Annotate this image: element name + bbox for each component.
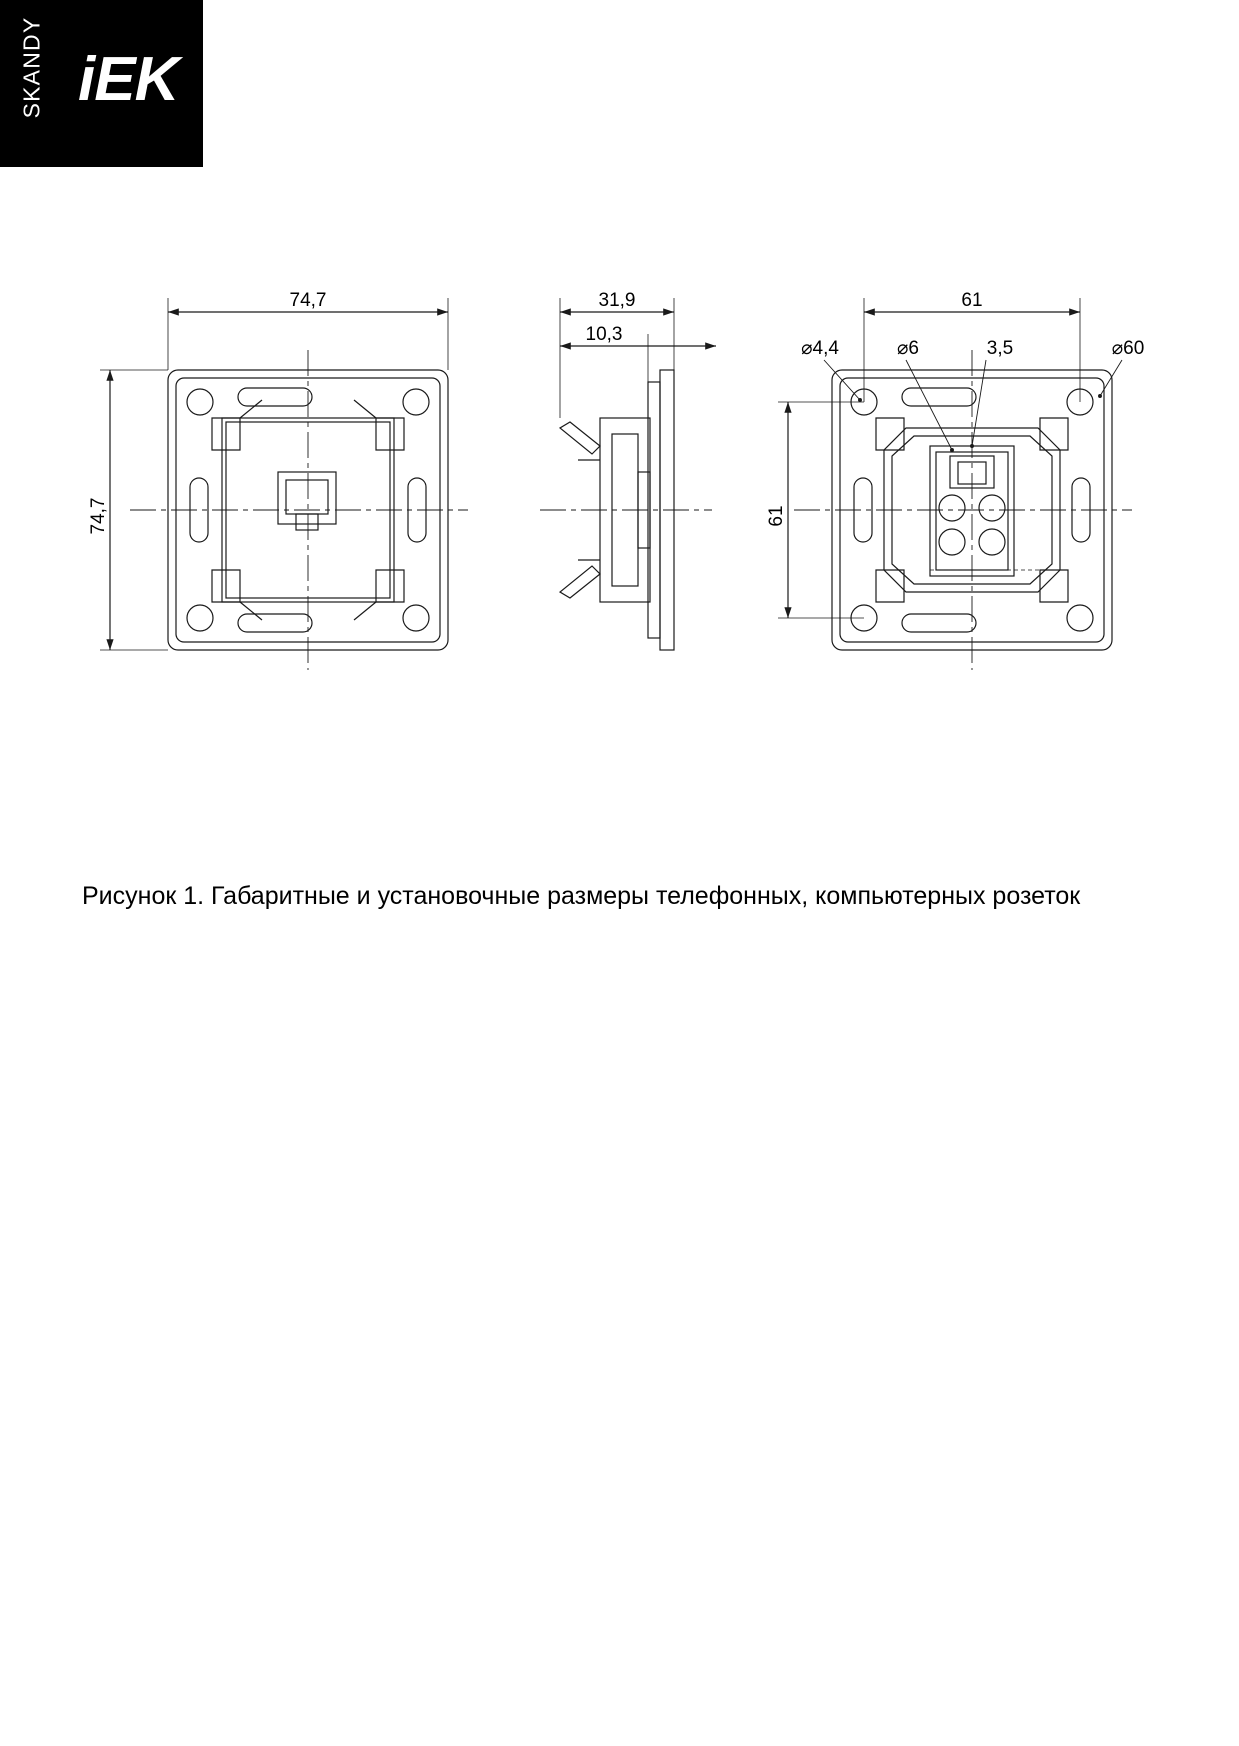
dim-side-depth-front: 10,3: [585, 324, 623, 345]
figure-caption: Рисунок 1. Габаритные и установочные размеры телефонных, компьютерных розеток: [82, 882, 1081, 910]
front-view: [100, 298, 468, 670]
dim-front-width: 74,7: [289, 290, 327, 311]
dim-thickness-35: 3,5: [986, 338, 1014, 359]
drawing-canvas: [0, 250, 1239, 670]
dim-rear-height: 61: [766, 505, 787, 527]
brand-series-label: SKANDY: [18, 16, 45, 119]
brand-header-bar: [0, 0, 203, 167]
dim-front-height: 74,7: [88, 497, 109, 535]
dim-box-d60: ⌀60: [1111, 338, 1145, 359]
technical-drawing: [0, 250, 1239, 670]
dim-rear-width: 61: [961, 290, 983, 311]
side-view: [540, 298, 716, 650]
dim-hole-d6: ⌀6: [896, 338, 920, 359]
dim-side-depth-total: 31,9: [598, 290, 636, 311]
dim-hole-d44: ⌀4,4: [801, 338, 839, 359]
iek-logo: iEK: [78, 45, 179, 114]
